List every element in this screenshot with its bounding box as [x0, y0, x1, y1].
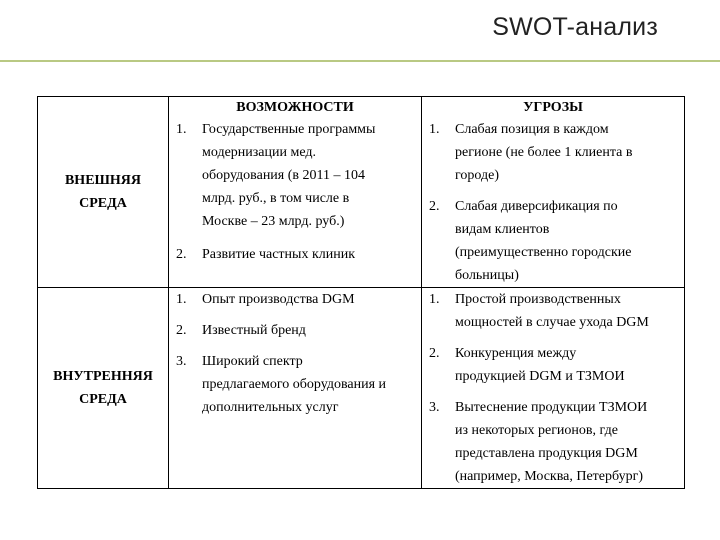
item-text-line: Простой производственных: [455, 292, 621, 307]
item-number: 2.: [429, 346, 440, 361]
threats-list: [422, 118, 684, 287]
weaknesses-list: [422, 288, 684, 488]
item-text-line: видам клиентов: [455, 222, 550, 237]
item-text-line: больницы): [455, 268, 519, 283]
item-text-line: Широкий спектр: [202, 354, 303, 369]
item-number: 1.: [176, 122, 187, 137]
list-item: [422, 288, 684, 334]
threats-header: УГРОЗЫ: [523, 100, 583, 115]
item-text-line: модернизации мед.: [202, 145, 317, 160]
item-text-line: (например, Москва, Петербург): [455, 469, 643, 484]
item-text-line: предлагаемого оборудования и: [202, 377, 387, 392]
item-text-line: из некоторых регионов, где: [455, 423, 618, 438]
item-number: 2.: [429, 199, 440, 214]
item-number: 2.: [176, 323, 187, 338]
item-text-line: (преимущественно городские: [455, 245, 632, 260]
external-label-line: ВНЕШНЯЯ: [64, 173, 142, 188]
item-text-line: регионе (не более 1 клиента в: [455, 145, 633, 160]
item-text-line: Вытеснение продукции ТЗМОИ: [455, 400, 648, 415]
item-text-line: мощностей в случае ухода DGM: [455, 315, 649, 330]
title-divider: [0, 60, 720, 62]
item-text-line: Москве – 23 млрд. руб.): [202, 214, 345, 229]
list-item: [169, 288, 421, 311]
item-text-line: Развитие частных клиник: [202, 247, 356, 262]
opportunities-list: [169, 118, 421, 266]
item-text-line: Известный бренд: [202, 323, 306, 338]
internal-label-line: ВНУТРЕННЯЯ: [53, 369, 153, 384]
list-item: [422, 195, 684, 287]
list-item: [422, 396, 684, 488]
item-text-line: Слабая диверсификация по: [455, 199, 618, 214]
external-row: [38, 97, 685, 288]
item-number: 1.: [429, 292, 440, 307]
external-environment-label: [38, 97, 169, 288]
threats-cell: [422, 97, 685, 288]
item-text-line: дополнительных услуг: [202, 400, 339, 415]
internal-environment-label: [38, 288, 169, 489]
swot-table: [37, 96, 685, 489]
item-text-line: представлена продукция DGM: [455, 446, 638, 461]
item-text-line: Слабая позиция в каждом: [455, 122, 609, 137]
item-text-line: продукцией DGM и ТЗМОИ: [455, 369, 625, 384]
item-text-line: оборудования (в 2011 – 104: [202, 168, 365, 183]
external-label-line: СРЕДА: [79, 196, 127, 211]
list-item: [422, 118, 684, 187]
strengths-list: [169, 288, 421, 419]
item-text-line: городе): [455, 168, 499, 183]
item-text-line: Конкуренция между: [455, 346, 577, 361]
item-text-line: Опыт производства DGM: [202, 292, 355, 307]
item-number: 1.: [176, 292, 187, 307]
item-number: 3.: [176, 354, 187, 369]
internal-row: [38, 288, 685, 489]
internal-label-line: СРЕДА: [79, 392, 127, 407]
opportunities-cell: [169, 97, 422, 288]
list-item: [422, 342, 684, 388]
weaknesses-cell: [422, 288, 685, 489]
list-item: [169, 350, 421, 419]
item-text-line: Государственные программы: [202, 122, 376, 137]
list-item: [169, 243, 421, 266]
item-number: 1.: [429, 122, 440, 137]
item-text-line: млрд. руб., в том числе в: [202, 191, 350, 206]
slide-title: SWOT-анализ: [492, 13, 658, 41]
item-number: 3.: [429, 400, 440, 415]
opportunities-header: ВОЗМОЖНОСТИ: [236, 100, 354, 115]
list-item: [169, 319, 421, 342]
list-item: [169, 118, 421, 233]
strengths-cell: [169, 288, 422, 489]
item-number: 2.: [176, 247, 187, 262]
